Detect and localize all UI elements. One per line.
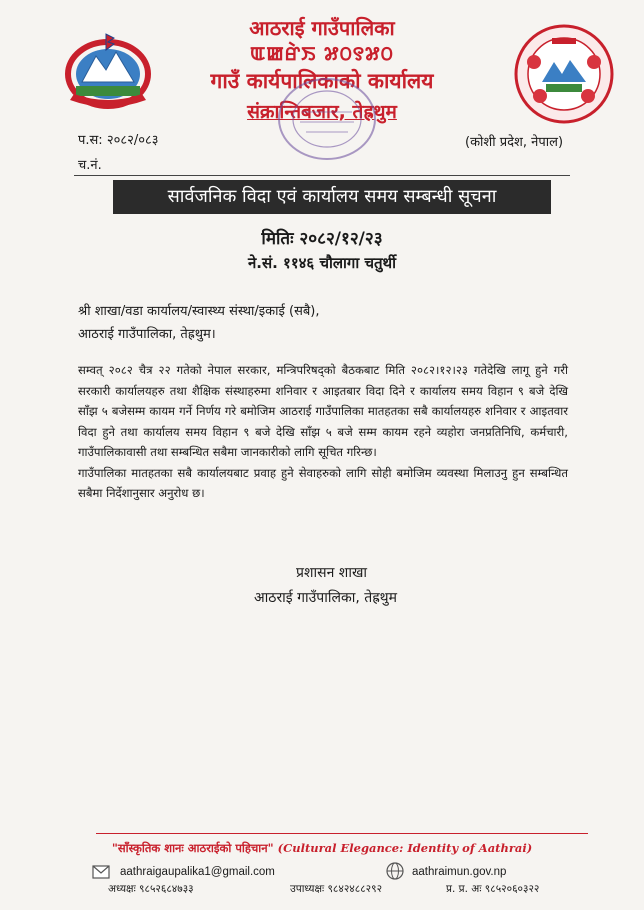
footer-divider bbox=[96, 833, 588, 834]
footer-slogan bbox=[0, 841, 644, 856]
letter-number: प.स: २०८२/०८३ bbox=[78, 133, 159, 148]
mail-icon bbox=[92, 865, 110, 879]
notice-body bbox=[78, 360, 568, 504]
globe-icon bbox=[386, 862, 404, 880]
slogan-nepali: "साँस्कृतिक शानः आठराईको पहिचान" bbox=[111, 841, 274, 855]
office-name: गाउँ कार्यपालिकाको कार्यालय bbox=[210, 69, 434, 93]
municipality-name-script: ꯑꯀꯔꯥꯏ ꯷꯰꯱꯷꯰ bbox=[250, 43, 394, 65]
signatory-office: आठराई गाउँपालिका, तेह्रथुम bbox=[254, 590, 398, 606]
phone-vice-chairperson: उपाध्यक्षः ९८४२४८८२९२ bbox=[290, 883, 383, 895]
slogan-english: (Cultural Elegance: Identity of Aathrai) bbox=[277, 841, 533, 855]
province-label: (कोशी प्रदेश, नेपाल) bbox=[465, 135, 564, 150]
notice-title: सार्वजनिक विदा एवं कार्यालय समय सम्बन्धी सूचना bbox=[113, 180, 551, 214]
signatory-branch: प्रशासन शाखा bbox=[296, 565, 368, 581]
addressee-line-2: आठराई गाउँपालिका, तेह्रथुम। bbox=[78, 327, 216, 342]
notice-date: मितिः २०८२/१२/२३ bbox=[261, 229, 383, 249]
footer-email[interactable]: aathraigaupalika1@gmail.com bbox=[120, 866, 275, 878]
header-divider bbox=[74, 175, 570, 176]
office-address: संक्रान्तिबजार, तेह्रथुम bbox=[247, 101, 397, 123]
phone-chairperson: अध्यक्षः ९८५२६८४७३३ bbox=[108, 883, 194, 895]
municipality-name: आठराई गाउँपालिका bbox=[249, 16, 395, 40]
body-paragraph-2: गाउँपालिका मातहतका सबै कार्यालयबाट प्रवाह हुने सेवाहरुको लागि सोही बमोजिम व्यवस्था मिलाउनु हुन सम्बन्धित सबैमा निर्देशानुसार अनुरोध छ। bbox=[78, 465, 568, 500]
municipality-logo-icon bbox=[512, 22, 616, 126]
phone-chief-officer: प्र. प्र. अः ९८५२०६०३२२ bbox=[446, 883, 540, 895]
addressee-line-1: श्री शाखा/वडा कार्यालय/स्वास्थ्य संस्था/इकाई (सबै), bbox=[78, 304, 320, 319]
footer-website[interactable]: aathraimun.gov.np bbox=[412, 866, 507, 878]
nepal-sambat-date: ने.सं. ११४६ चौलागा चतुर्थी bbox=[247, 254, 397, 272]
dispatch-number: च.नं. bbox=[78, 158, 102, 173]
nepal-emblem-icon bbox=[62, 30, 154, 110]
office-stamp-icon bbox=[276, 76, 378, 162]
body-paragraph-1: सम्वत् २०८२ चैत्र २२ गतेको नेपाल सरकार, मन्त्रिपरिषद्को बैठकबाट मिति २०८२।१२।२३ गतेदेखि लागू हुने गरी सरकारी कार्यालयहरु तथा शैक्षिक संस्थाहरुमा शनिवार र आइतबार विदा दिने र कार्यालय समय विहान ९ बजे देखि साँझ ५ बजेसम्म कायम गर्ने निर्णय गरे बमोजिम आठराई गाउँपालिका मातहतका सबै कार्यालयहरु शनिवार र आइतवार विदा हुने तथा कार्यालय समय विहान ९ बजे देखि साँझ ५ बजे सम्म कायम रहने व्यहोरा जनप्रतिनिधि, कर्मचारी, गाउँपालिकावासी तथा सम्बन्धित सबैमा जानकारीको लागि सूचित गरिन्छ। bbox=[78, 363, 568, 459]
